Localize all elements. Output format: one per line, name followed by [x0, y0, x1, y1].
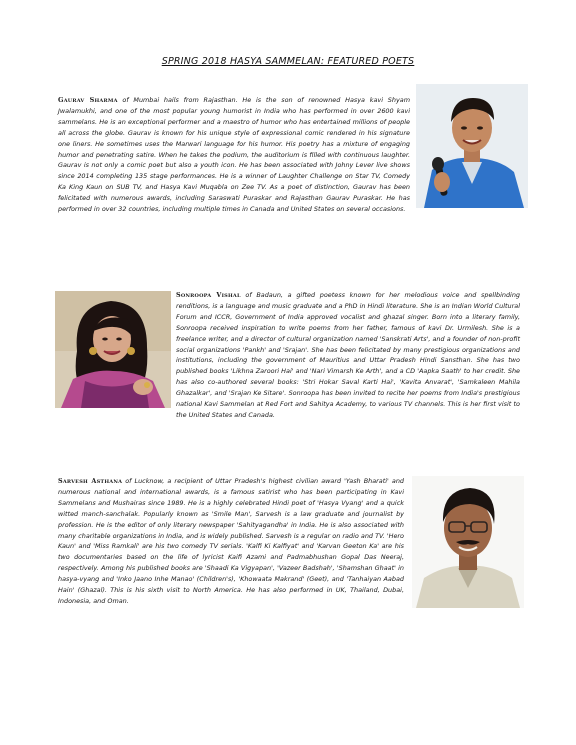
poet-bio-gaurav	[58, 95, 520, 215]
poet-name-sarvesh: Sarvesh Asthana	[58, 477, 123, 485]
poet-text-sonroopa: of Badaun, a gifted poetess known for her melodious voice and spellbinding renditions, is a language and music graduate and a PhD in Hindi literature. She is an Indian World Cultural Forum and ICCR, Government of India approved vocalist and ghazal singer. Born into a literary family, Sonroopa received inspiration to write poems from her father, famous of kavi Dr. Urmilesh. She is a freelance writer, and a director of cultural organization named 'Sanskrati Arts', and a founder of non-profit social organizations 'Pankh' and 'Srajan'. She has been felicitated by many prestigious organizations and institutions, including the government of Mauritius and Uttar Pradesh Hindi Sansthan. She has two published books 'Likhna Zaroori Hai' and 'Nari Vimarsh Ke Arth', and a CD 'Aapka Saath' to her credit. She has also co-authored several books: 'Stri Hokar Saval Karti Hai', 'Kavita Anvarat', 'Samkaleen Mahila Ghazalkar', and 'Srajan Ke Sitare'. Sonroopa has been invited to recite her poems from India's prestigious national Kavi Sammelan at Red Fort and Sahitya Academy, to various TV channels. This is her first visit to the United States and Canada.	[176, 291, 520, 419]
poet-name-gaurav: Gaurav Sharma	[58, 96, 118, 104]
poet-text-sarvesh: of Lucknow, a recipient of Uttar Pradesh's highest civilian award 'Yash Bharati' and numerous national and international awards, is a famous satirist who has been participating in Kavi Sammelans and Mushairas since 1989. He is a highly celebrated Hindi poet of 'Hasya Vyang' and a quick witted manch-sanchalak. Popularly known as 'Smile Man', Sarvesh is a law graduate and journalist by profession. He is the editor of only literary newspaper 'Sahityagandha' in India. He is also associated with many charitable organizations in India, and is widely published. Sarvesh is a regular on radio and TV. 'Hero Kaun' and 'Miss Ramkali' are his two comedy TV serials. 'Kalfi Ki Kalfiyat' and 'Karvan Geeton Ka' are his two documentaries based on the life of lyricist Kaifi Azami and Padmabhushan Gopal Das Neeraj, respectively. Among his published books are 'Shaadi Ka Vigyapan', 'Vazeer Badshah', 'Shamshan Ghaat' in hasya-vyang and 'Inko Jaano Inhe Manao' (Children's), 'Khowaata Makrand' (Geet), and 'Tanhaiyan Aabad Hain' (Ghazal). This is his sixth visit to North America. He has also performed in UK, Thailand, Dubai, Indonesia, and Oman.	[58, 477, 404, 605]
poet-name-sonroopa: Sonroopa Vishal	[176, 291, 241, 299]
poet-bio-sonroopa	[58, 290, 520, 422]
poet-text-gaurav: of Mumbai hails from Rajasthan. He is the son of renowned Hasya kavi Shyam Jwalamukhi, and one of the most popular young humorist in India who has performed in over 2600 kavi sammelans. He is an exceptional performer and a maestro of humor who has entertained millions of people all across the globe. Gaurav is known for his unique style of expressional comic rendered in his signature one liners. He sometimes uses the Marwari language for his humor. His poetry has a mixture of engaging humor and penetrating satire. When he takes the podium, the auditorium is filled with continuous laughter. Gaurav is not only a comic poet but also a youth icon. He has been associated with Johny Lever live shows since 2014 completing 135 stage performances. He is a winner of Laughter Challenge on Star TV, Comedy Ka King Kaun on SUB TV, and Hasya Kavi Muqabla on Zee TV. As a poet of distinction, Gaurav has been felicitated with numerous awards, including Saraswati Puraskar and Rajasthan Gaurav Puraskar. He has performed in over 32 countries, including multiple times in Canada and United States on several occasions.	[58, 96, 410, 214]
poet-bio-sarvesh	[58, 476, 520, 607]
page-title: SPRING 2018 HASYA SAMMELAN: FEATURED POETS	[161, 56, 415, 67]
